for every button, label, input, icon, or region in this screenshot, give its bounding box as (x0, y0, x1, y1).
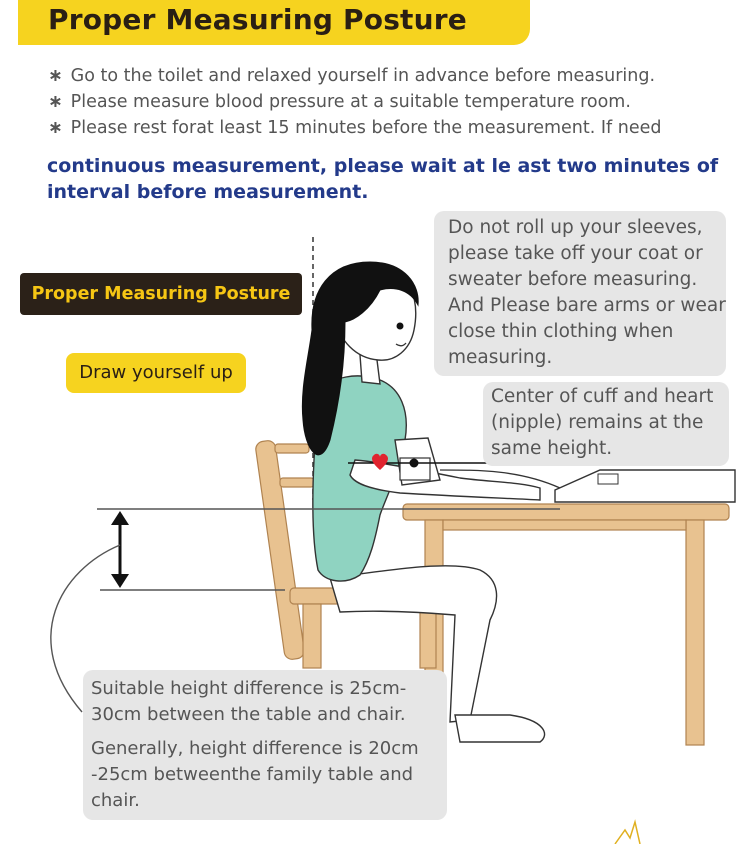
height-text-2: Generally, height difference is 20cm -25cm betweenthe family table and chair. (91, 738, 419, 811)
sleeves-bubble (434, 211, 726, 376)
posture-label: Proper Measuring Posture (20, 273, 302, 315)
bullet-star: ∗ (48, 66, 63, 86)
bp-monitor (555, 470, 735, 502)
height-bubble (83, 670, 447, 820)
bullet-star: ∗ (48, 118, 63, 138)
draw-up-label: Draw yourself up (66, 353, 246, 393)
tip-text: Go to the toilet and relaxed yourself in advance before measuring. (70, 66, 656, 86)
tip-text: Please measure blood pressure at a suitable temperature room. (70, 92, 631, 112)
bullet-star: ∗ (48, 92, 63, 112)
height-text-1: Suitable height difference is 25cm-30cm between the table and chair. (91, 678, 407, 725)
interval-note: continuous measurement, please wait at le ast two minutes of interval before measurement. (47, 155, 719, 203)
sleeves-text: Do not roll up your sleeves, please take off your coat or sweater before measuring. And Please bare arms or wear close thin clothing when measuring. (448, 217, 726, 368)
double-arrow-icon (111, 511, 129, 588)
page-title: Proper Measuring Posture (48, 3, 467, 36)
slipper (455, 715, 545, 742)
tip-text: Please rest forat least 15 minutes before the measurement. If need (70, 118, 662, 138)
cuff-bubble (483, 382, 729, 466)
cuff-text: Center of cuff and heart (nipple) remains at the same height. (491, 386, 714, 459)
